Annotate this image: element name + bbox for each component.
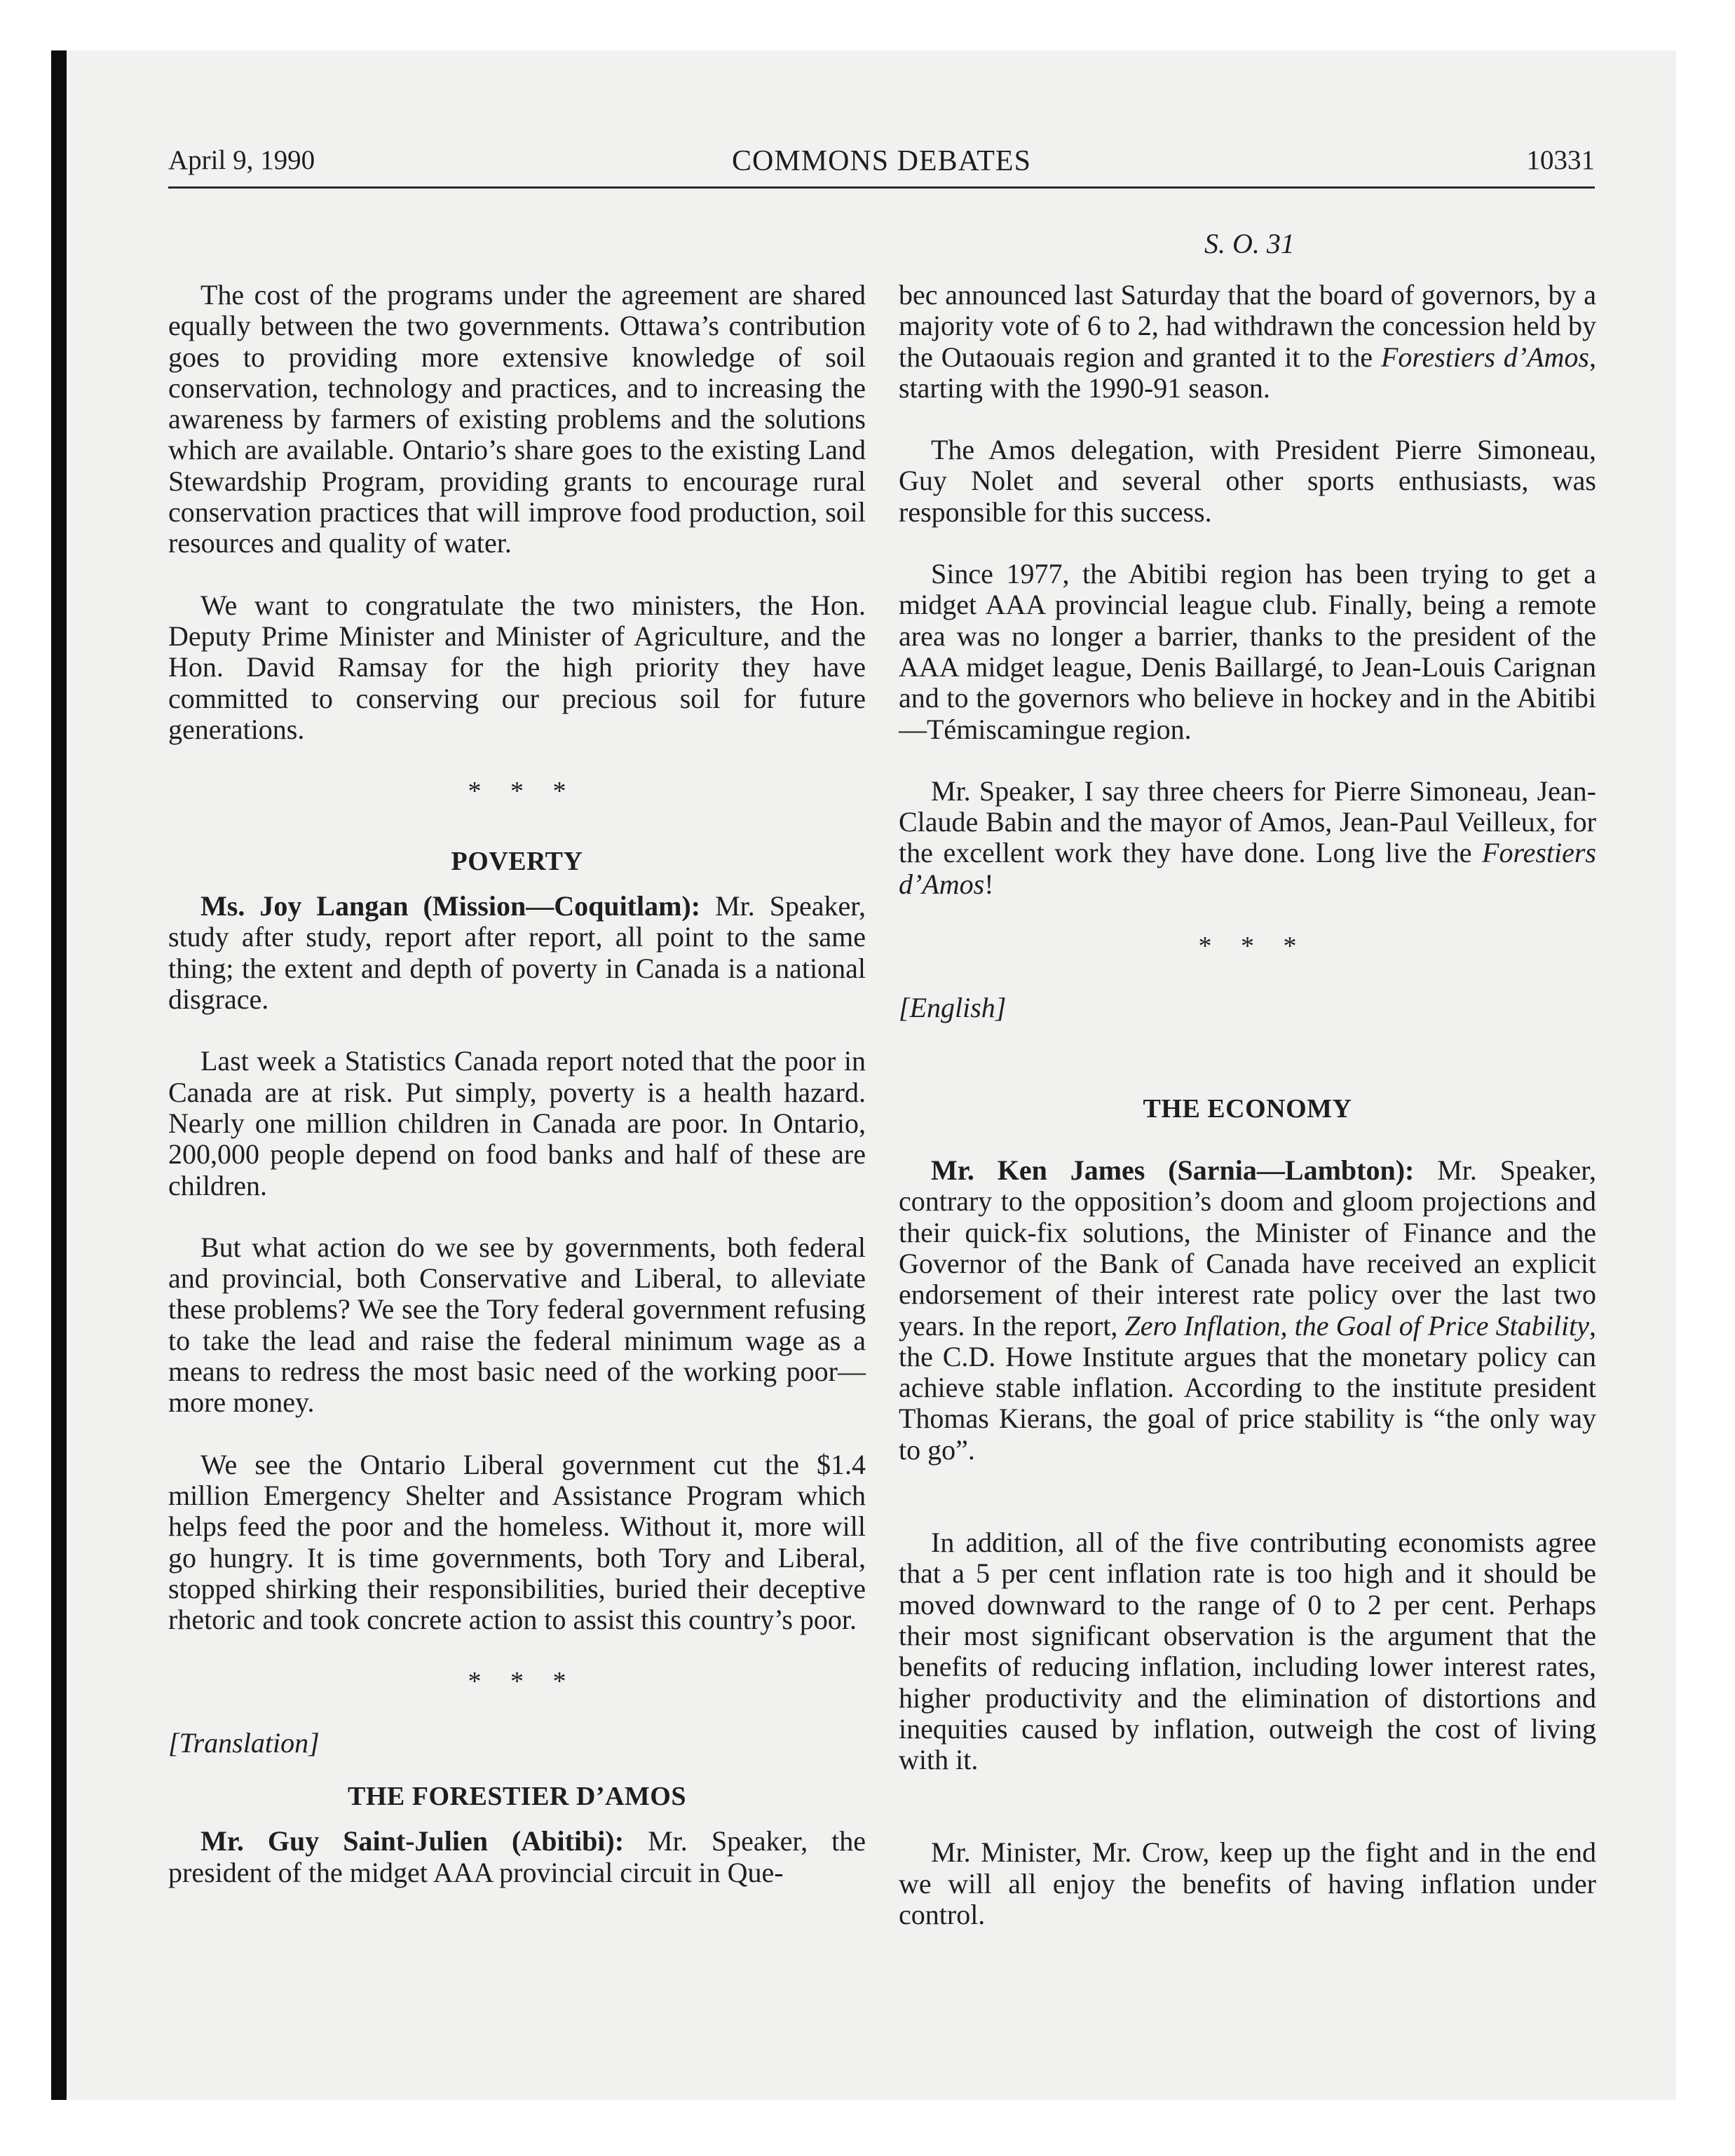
page-date: April 9, 1990 <box>168 145 315 175</box>
paragraph: We want to congratulate the two ministers, the Hon. Deputy Prime Minister and Minister of Agriculture, and the Hon. David Ramsay for the high priority they have committed to conserving our precious soil for future generations. <box>168 589 866 745</box>
paragraph: We see the Ontario Liberal government cut the $1.4 million Emergency Shelter and Assistance Program which helps feed the poor and the homeless. Without it, more will go hungry. It is time governments, both Tory and Liberal, stopped shirking their responsibilities, buried their deceptive rhetoric and took concrete action to assist this country’s poor. <box>168 1448 866 1636</box>
paragraph <box>899 1155 1596 1466</box>
paragraph <box>168 1826 866 1888</box>
paragraph-text: , starting with the 1990-91 season. <box>899 341 1596 404</box>
paragraph-text: ! <box>984 868 994 900</box>
language-tag: [Translation] <box>168 1727 320 1759</box>
section-divider: * * * <box>468 1667 578 1697</box>
paragraph: The Amos delegation, with President Pierre Simoneau, Guy Nolet and several other sports enthusiasts, was responsible for this success. <box>899 434 1596 528</box>
paragraph: Last week a Statistics Canada report noted that the poor in Canada are at risk. Put simply, poverty is a health hazard. Nearly one million children in Canada are poor. In Ontario, 200,000 people depend on food banks and half of these are children. <box>168 1045 866 1201</box>
section-heading: THE ECONOMY <box>1143 1094 1352 1124</box>
paragraph-text: bec announced last Saturday that the board of governors, by a majority vote of 6 to 2, had withdrawn the concession held by the Outaouais region and granted it to the <box>899 279 1596 373</box>
paragraph: But what action do we see by governments, both federal and provincial, both Conservative and Liberal, to alleviate these problems? We see the Tory federal government refusing to take the lead and raise the federal minimum wage as a means to redress the most basic need of the working poor—more money. <box>168 1231 866 1419</box>
scan-edge <box>51 50 67 2100</box>
header-rule <box>168 186 1595 189</box>
italic-text: Forestiers d’Amos <box>1380 341 1589 373</box>
paragraph: In addition, all of the five contributing economists agree that a 5 per cent inflation rate is too high and it should be moved downward to the range of 0 to 2 per cent. Perhaps their most significant observation is the argument that the benefits of reducing inflation, including lower interest rates, higher productivity and the elimination of distortions and inequities caused by inflation, outweigh the cost of living with it. <box>899 1527 1596 1776</box>
left-column <box>168 280 866 1888</box>
paragraph-text: Mr. Speaker, contrary to the opposition’s doom and gloom projections and their quick-fix solutions, the Minister of Finance and the Governor of the Bank of Canada have received an explicit endorsement of their interest rate policy over the last two years. In the report, <box>899 1154 1596 1342</box>
paragraph: Since 1977, the Abitibi region has been trying to get a midget AAA provincial league club. Finally, being a remote area was no longer a barrier, thanks to the president of the AAA midget league, Denis Baillargé, to Jean-Louis Carignan and to the governors who believe in hockey and in the Abitibi—Témiscamingue region. <box>899 558 1596 745</box>
paragraph: Mr. Minister, Mr. Crow, keep up the fight and in the end we will all enjoy the benefits of having inflation under control. <box>899 1836 1596 1930</box>
speaker-name: Mr. Ken James (Sarnia—Lambton): <box>931 1154 1415 1187</box>
paragraph: The cost of the programs under the agreement are shared equally between the two governments. Ottawa’s contribution goes to providing more extensive knowledge of soil conservation, technology and practices, and to increasing the awareness by farmers of existing problems and the solutions which are available. Ontario’s share goes to the existing Land Stewardship Program, providing grants to encourage rural conservation practices that will improve food production, soil resources and quality of water. <box>168 279 866 559</box>
paragraph-text: Mr. Speaker, the president of the midget AAA provincial circuit in Que- <box>168 1825 866 1888</box>
paragraph-text: Mr. Speaker, I say three cheers for Pierre Simoneau, Jean-Claude Babin and the mayor of Amos, Jean-Paul Veilleux, for the excellent work they have done. Long live the <box>899 775 1596 869</box>
section-label: S. O. 31 <box>1204 228 1295 259</box>
paragraph-text: Mr. Speaker, study after study, report after report, all point to the same thing; the extent and depth of poverty in Canada is a national disgrace. <box>168 890 866 1016</box>
publication-title: COMMONS DEBATES <box>732 145 1031 177</box>
speaker-name: Mr. Guy Saint-Julien (Abitibi): <box>200 1825 625 1857</box>
italic-text: Forestiers d’Amos <box>899 837 1596 900</box>
speaker-name: Ms. Joy Langan (Mission—Coquitlam): <box>200 890 701 922</box>
right-column <box>899 280 1596 1930</box>
paragraph <box>899 776 1596 900</box>
section-heading: POVERTY <box>451 847 583 877</box>
section-divider: * * * <box>468 777 578 807</box>
page-number: 10331 <box>1526 145 1595 175</box>
paragraph <box>168 891 866 1015</box>
page-header <box>168 144 1595 186</box>
section-divider: * * * <box>1198 932 1308 962</box>
paragraph-text: , the C.D. Howe Institute argues that the monetary policy can achieve stable inflation. According to the institute president Thomas Kierans, the goal of price stability is “the only way to go”. <box>899 1309 1596 1466</box>
paragraph <box>899 280 1596 404</box>
section-heading: THE FORESTIER D’AMOS <box>348 1782 686 1812</box>
italic-text: Zero Inflation, the Goal of Price Stability <box>1124 1309 1589 1342</box>
language-tag: [English] <box>899 992 1007 1024</box>
